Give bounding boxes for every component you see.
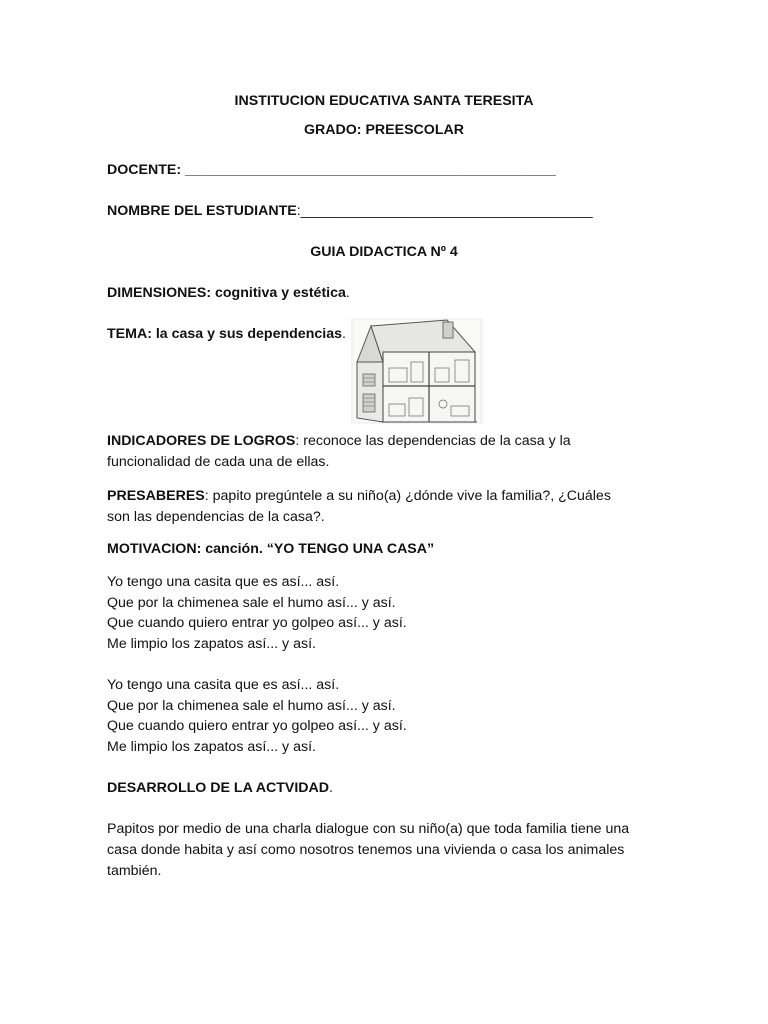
song-line: Yo tengo una casita que es así... así. (107, 677, 340, 693)
school-name: INSTITUCION EDUCATIVA SANTA TERESITA (234, 93, 534, 109)
dimensiones-tail: . (345, 285, 350, 301)
indicadores-line1: : reconoce las dependencias de la casa y la (295, 433, 571, 449)
desarrollo-label: DESARROLLO DE LA ACTVIDAD (107, 780, 330, 796)
song-line: Yo tengo una casita que es así... así. (107, 574, 340, 590)
docente-line (107, 162, 556, 178)
presaberes-paragraph (107, 486, 707, 528)
song-line: Que por la chimenea sale el humo así... y así. (107, 594, 396, 611)
tema-label: TEMA: la casa y sus dependencias (107, 326, 342, 342)
docente-blank: _______________________________________________ (181, 162, 556, 178)
desarrollo-line: también. (107, 863, 162, 879)
presaberes-label: PRESABERES (107, 488, 205, 504)
dimensiones-label: DIMENSIONES: cognitiva y estética (107, 285, 346, 301)
desarrollo-line: casa donde habita y así como nosotros tenemos una vivienda o casa los animales (107, 842, 625, 858)
dimensiones-line (107, 285, 350, 301)
docente-label: DOCENTE: (107, 162, 182, 178)
desarrollo-line: Papitos por medio de una charla dialogue con su niño(a) que toda familia tiene una (107, 821, 630, 837)
presaberes-line1: : papito pregúntele a su niño(a) ¿dónde vive la familia?, ¿Cuáles (204, 488, 611, 504)
song-line: Me limpio los zapatos así... y así. (107, 738, 316, 755)
song-line: Que por la chimenea sale el humo así... y así. (107, 697, 396, 714)
desarrollo-paragraph (107, 819, 707, 882)
student-blank: :_____________________________________ (296, 203, 593, 219)
student-label: NOMBRE DEL ESTUDIANTE (107, 203, 297, 219)
song-line: Que cuando quiero entrar yo golpeo así... y así. (107, 718, 407, 735)
indicadores-line2: funcionalidad de cada una de ellas. (107, 454, 330, 470)
song-line: Que cuando quiero entrar yo golpeo así... y así. (107, 615, 407, 632)
song-verse-2 (107, 675, 407, 757)
desarrollo-heading (107, 780, 333, 796)
house-illustration (351, 318, 483, 424)
desarrollo-tail: . (329, 780, 333, 796)
tema-line (107, 326, 346, 342)
grade-label: GRADO: PREESCOLAR (303, 122, 464, 138)
guide-title: GUIA DIDACTICA Nº 4 (310, 244, 458, 260)
student-name-line (107, 203, 593, 219)
song-line: Me limpio los zapatos así... y así. (107, 635, 316, 652)
indicadores-label: INDICADORES DE LOGROS (107, 433, 296, 449)
presaberes-line2: son las dependencias de la casa?. (107, 509, 325, 525)
song-verse-1 (107, 572, 407, 654)
motivacion-heading: MOTIVACION: canción. “YO TENGO UNA CASA” (107, 541, 435, 557)
tema-tail: . (341, 326, 346, 342)
indicadores-paragraph (107, 431, 667, 473)
